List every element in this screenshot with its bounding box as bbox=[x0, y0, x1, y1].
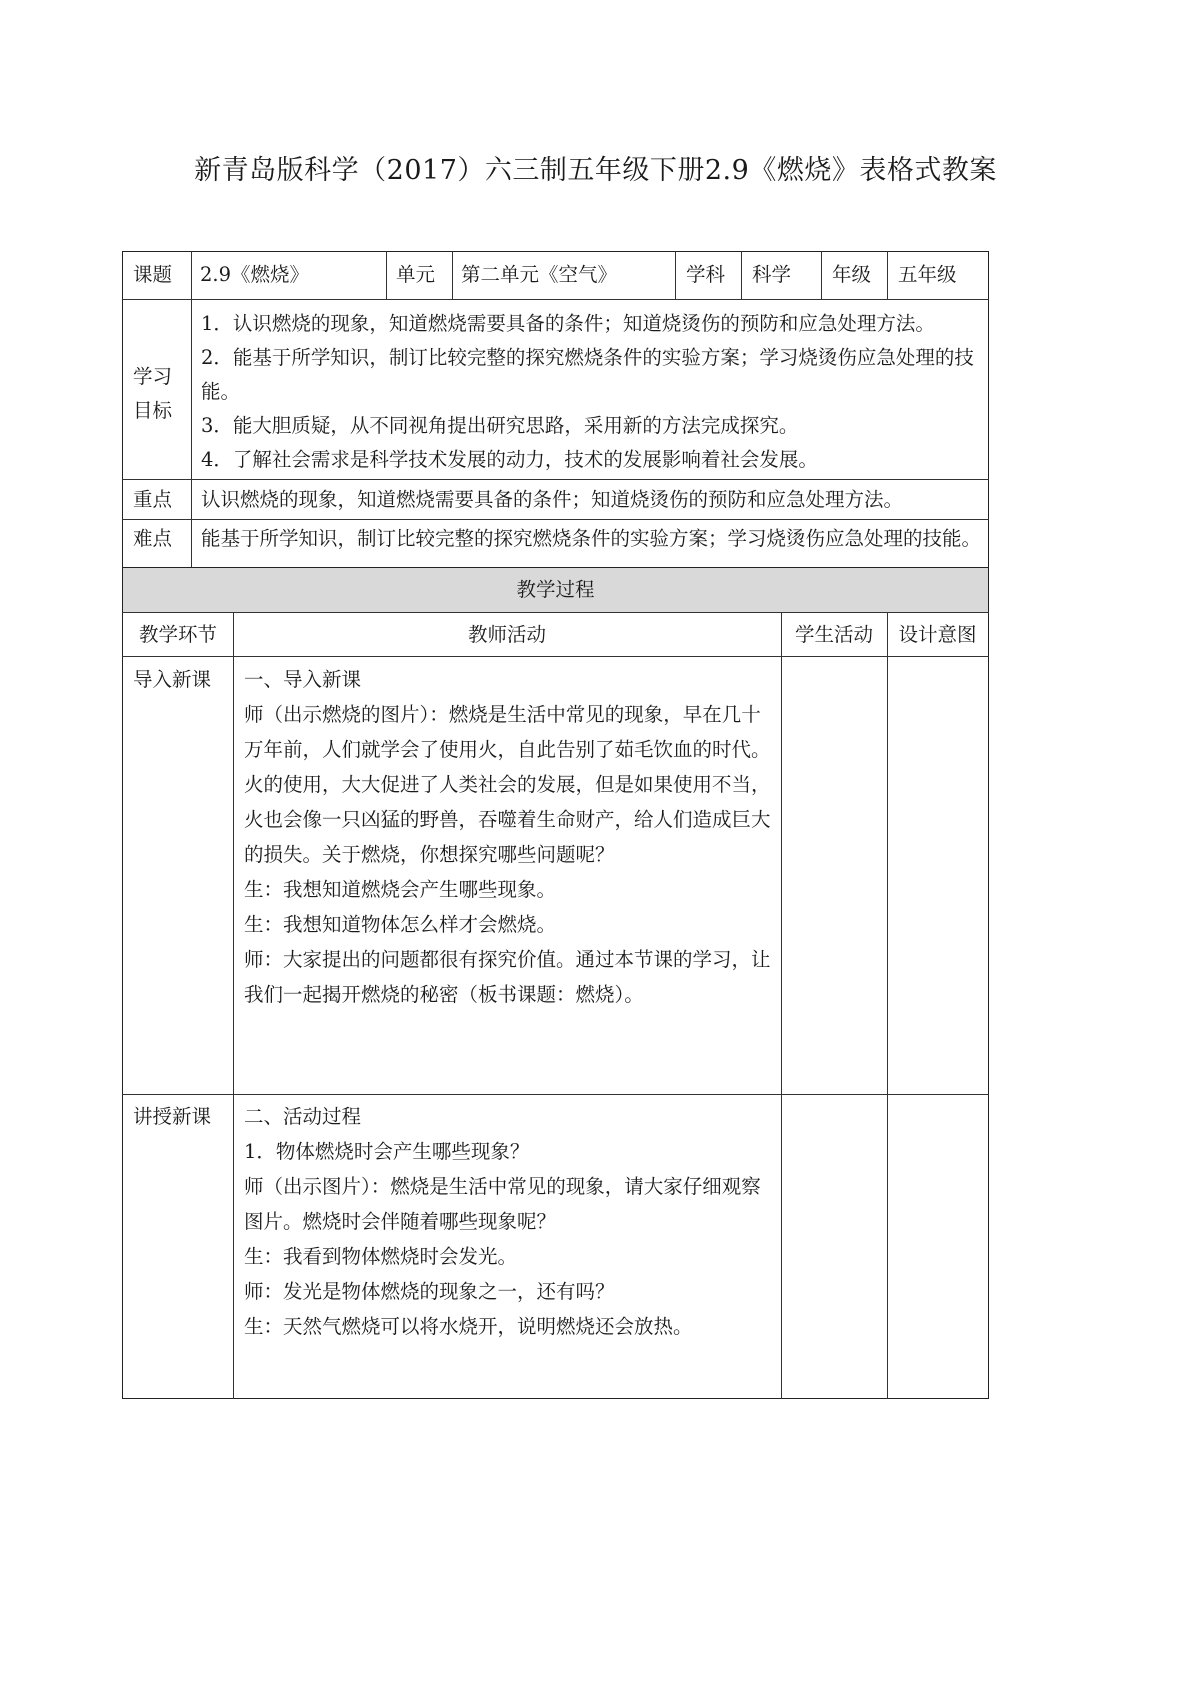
objective-item: 3．能大胆质疑，从不同视角提出研究思路，采用新的方法完成探究。 bbox=[201, 414, 799, 437]
activity-paragraph: 生：我看到物体燃烧时会发光。 bbox=[244, 1245, 518, 1268]
objectives-label-line1: 学习 bbox=[133, 365, 173, 388]
teacher-activity-intro bbox=[244, 662, 774, 1012]
objectives-label bbox=[133, 360, 172, 428]
subject-label: 学科 bbox=[686, 263, 726, 286]
grade-value: 五年级 bbox=[898, 263, 957, 286]
header-stage: 教学环节 bbox=[138, 623, 217, 646]
difficult-point-label: 难点 bbox=[133, 527, 173, 550]
document-title: 新青岛版科学（2017）六三制五年级下册2.9《燃烧》表格式教案 bbox=[194, 155, 997, 186]
activity-paragraph: 生：天然气燃烧可以将水烧开，说明燃烧还会放热。 bbox=[244, 1315, 693, 1338]
stage-intro: 导入新课 bbox=[133, 668, 212, 691]
difficult-point-text: 能基于所学知识，制订比较完整的探究燃烧条件的实验方案；学习烧烫伤应急处理的技能。 bbox=[201, 527, 982, 550]
topic-value: 2.9《燃烧》 bbox=[200, 263, 310, 286]
activity-paragraph: 师（出示燃烧的图片）：燃烧是生活中常见的现象，早在几十万年前，人们就学会了使用火，自此告别了茹毛饮血的时代。火的使用，大大促进了人类社会的发展，但是如果使用不当，火也会像一只凶猛的野兽，吞噬着生命财产，给人们造成巨大的损失。关于燃烧，你想探究哪些问题呢？ bbox=[244, 703, 771, 866]
header-intent: 设计意图 bbox=[898, 623, 977, 646]
activity-paragraph: 1．物体燃烧时会产生哪些现象？ bbox=[244, 1140, 530, 1163]
objectives-label-line2: 目标 bbox=[133, 399, 173, 422]
activity-paragraph: 一、导入新课 bbox=[244, 668, 362, 691]
activity-paragraph: 师：大家提出的问题都很有探究价值。通过本节课的学习，让我们一起揭开燃烧的秘密（板书课题：燃烧）。 bbox=[244, 948, 771, 1006]
header-teacher: 教师活动 bbox=[467, 623, 546, 646]
teacher-activity-new-lesson bbox=[244, 1099, 774, 1344]
key-point-label: 重点 bbox=[133, 488, 173, 511]
activity-paragraph: 师：发光是物体燃烧的现象之一，还有吗？ bbox=[244, 1280, 615, 1303]
process-banner: 教学过程 bbox=[123, 568, 988, 612]
activity-paragraph: 生：我想知道物体怎么样才会燃烧。 bbox=[244, 913, 557, 936]
unit-value: 第二单元《空气》 bbox=[461, 263, 618, 286]
subject-value: 科学 bbox=[752, 263, 792, 286]
grade-label: 年级 bbox=[832, 263, 872, 286]
unit-label: 单元 bbox=[396, 263, 436, 286]
activity-paragraph: 二、活动过程 bbox=[244, 1105, 362, 1128]
key-point-text: 认识燃烧的现象，知道燃烧需要具备的条件；知道烧烫伤的预防和应急处理方法。 bbox=[201, 488, 904, 511]
activity-paragraph: 生：我想知道燃烧会产生哪些现象。 bbox=[244, 878, 557, 901]
objective-item: 2．能基于所学知识，制订比较完整的探究燃烧条件的实验方案；学习烧烫伤应急处理的技能。 bbox=[201, 346, 974, 403]
objective-item: 4．了解社会需求是科学技术发展的动力，技术的发展影响着社会发展。 bbox=[201, 448, 818, 471]
header-student: 学生活动 bbox=[794, 623, 873, 646]
topic-label: 课题 bbox=[133, 263, 173, 286]
objectives-list bbox=[201, 307, 981, 477]
objective-item: 1．认识燃烧的现象，知道燃烧需要具备的条件；知道烧烫伤的预防和应急处理方法。 bbox=[201, 312, 935, 335]
stage-new-lesson: 讲授新课 bbox=[133, 1105, 212, 1128]
activity-paragraph: 师（出示图片）：燃烧是生活中常见的现象，请大家仔细观察图片。燃烧时会伴随着哪些现象呢？ bbox=[244, 1175, 761, 1233]
